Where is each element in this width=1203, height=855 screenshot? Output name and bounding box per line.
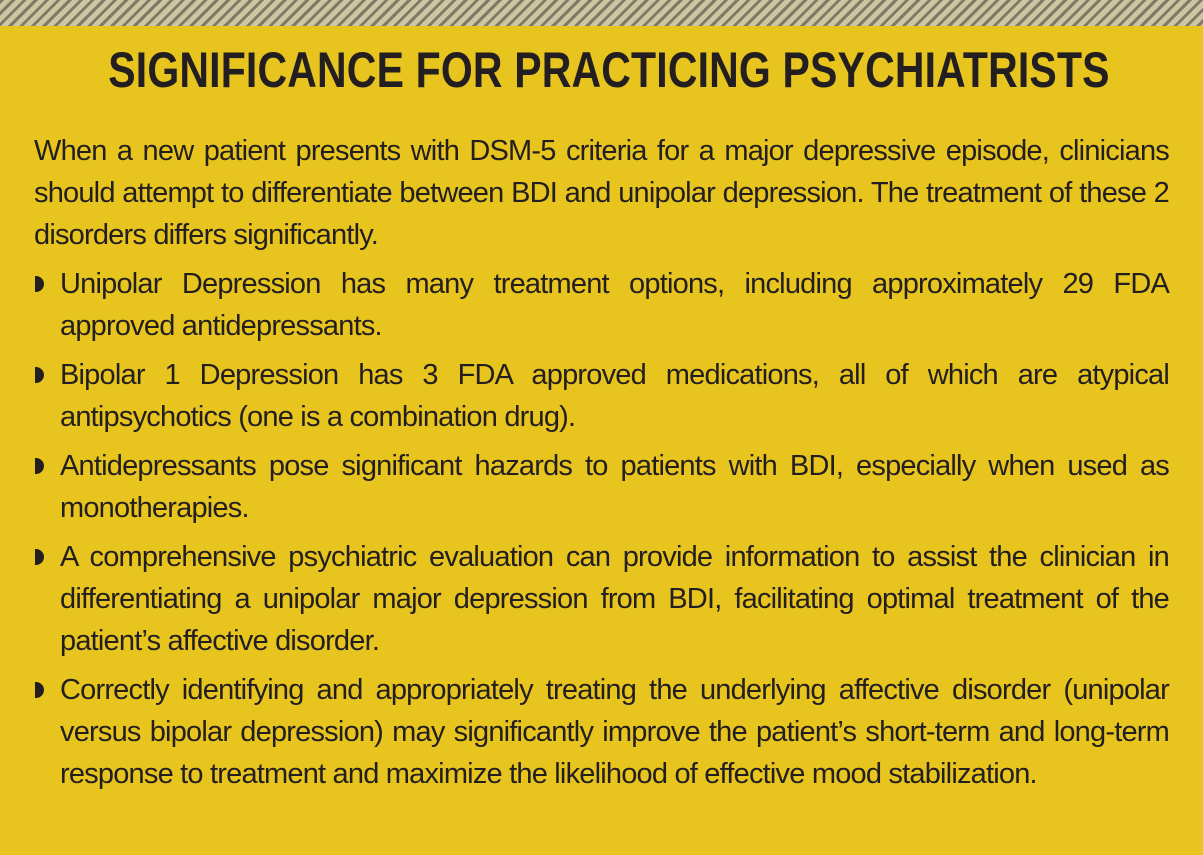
half-circle-bullet-icon	[34, 366, 50, 384]
half-circle-bullet-icon	[34, 681, 50, 699]
bullet-item-psychiatric-evaluation	[34, 536, 1169, 662]
half-circle-bullet-icon	[34, 457, 50, 475]
bullet-item-unipolar-options	[34, 263, 1169, 347]
bullet-text: A comprehensive psychiatric evaluation can provide information to assist the clinician in differentiating a unipolar major depression from BDI, facilitating optimal treatment of the patient’s affective disorder.	[60, 541, 1169, 657]
bullet-item-correct-identification	[34, 669, 1169, 795]
diagonal-stripe-border	[0, 0, 1203, 26]
bullet-text: Antidepressants pose significant hazards to patients with BDI, especially when used as monotherapies.	[60, 450, 1169, 524]
bullet-item-bipolar-medications	[34, 354, 1169, 438]
significance-panel	[0, 26, 1203, 855]
bullet-item-antidepressant-hazards	[34, 445, 1169, 529]
half-circle-bullet-icon	[34, 548, 50, 566]
intro-paragraph: When a new patient presents with DSM-5 criteria for a major depressive episode, clinicians should attempt to differentiate between BDI and unipolar depression. The treatment of these 2 disorders differs significantly.	[34, 135, 1169, 251]
bullet-list	[34, 263, 1169, 795]
half-circle-bullet-icon	[34, 275, 50, 293]
bullet-text: Unipolar Depression has many treatment options, including approximately 29 FDA approved antidepressants.	[60, 268, 1169, 342]
panel-content	[34, 130, 1169, 802]
bullet-text: Correctly identifying and appropriately treating the underlying affective disorder (unipolar versus bipolar depression) may significantly improve the patient’s short-term and long-term response to treatment and maximize the likelihood of effective mood stabilization.	[60, 674, 1169, 790]
panel-title: SIGNIFICANCE FOR PRACTICING PSYCHIATRISTS	[108, 42, 1110, 98]
bullet-text: Bipolar 1 Depression has 3 FDA approved medications, all of which are atypical antipsychotics (one is a combination drug).	[60, 359, 1169, 433]
